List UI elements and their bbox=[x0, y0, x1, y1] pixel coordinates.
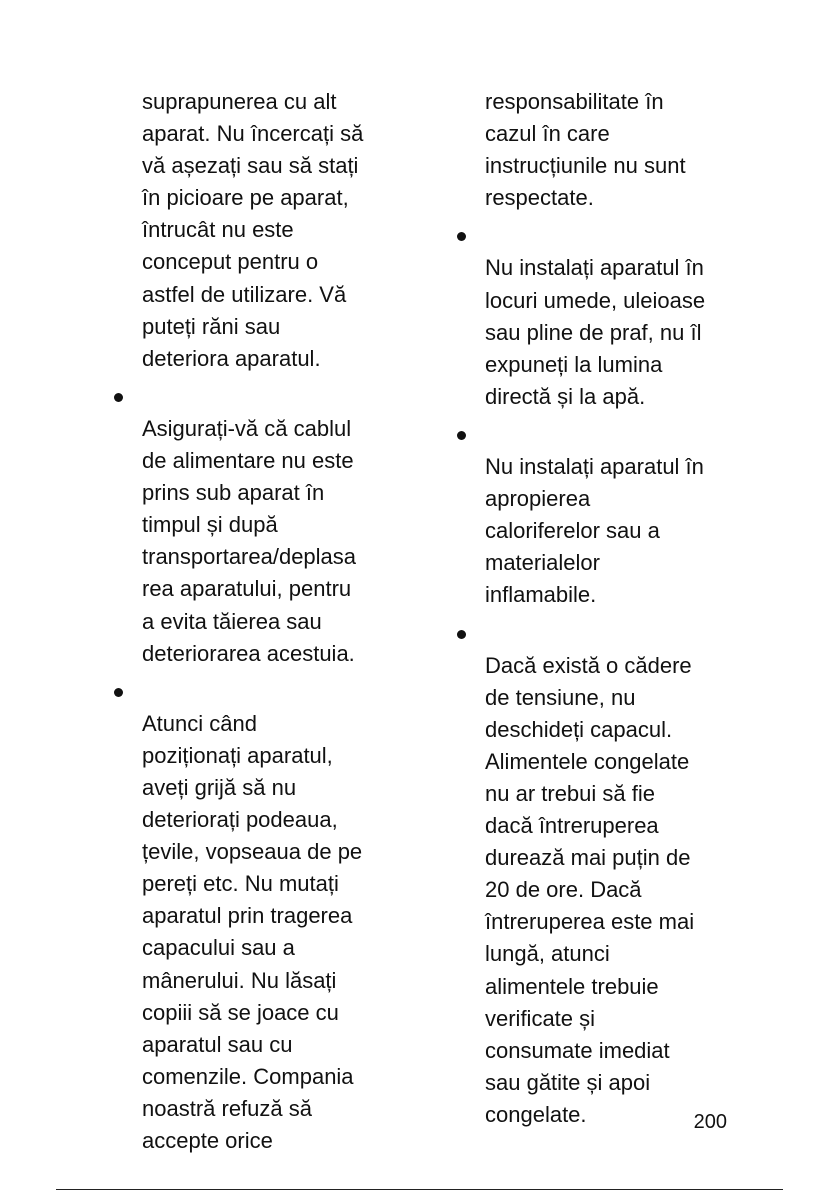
bullet-item-power-cable bbox=[112, 381, 412, 670]
bullet-item-radiators bbox=[455, 419, 755, 612]
bullet-text: Nu instalați aparatul în apropierea caloriferelor sau a materialelor inflamabile. bbox=[485, 454, 704, 608]
bullet-icon bbox=[457, 630, 466, 639]
bullet-text: Asigurați-vă că cablul de alimentare nu este prins sub aparat în timpul și după transportarea/deplasa rea aparatului, pentru a evita tăierea sau deteriorarea acestuia. bbox=[142, 415, 357, 666]
page-number: 200 bbox=[693, 1111, 727, 1133]
bullet-text: Nu instalați aparatul în locuri umede, uleioase sau pline de praf, nu îl expuneți la lumina directă și la apă. bbox=[485, 255, 706, 409]
paragraph-continued: suprapunerea cu alt aparat. Nu încercați să vă așezați sau să stați în picioare pe aparat, întrucât nu este conceput pentru o astfel de utilizare. Vă puteți răni sau deteriora aparatul. bbox=[142, 89, 364, 371]
bullet-item-power-outage bbox=[455, 618, 755, 1132]
bullet-text: Atunci când poziționați aparatul, aveți grijă să nu deteriorați podeaua, țevile, vopseaua de pe pereți etc. Nu mutați aparatul prin tragerea capacului sau a mânerului. Nu lăsați copiii să se joace cu aparatul sau cu comenzile. Compania noastră refuză să accepte orice bbox=[142, 710, 363, 1153]
bullet-item-positioning bbox=[112, 676, 412, 1157]
bullet-icon bbox=[457, 431, 466, 440]
right-column bbox=[455, 86, 755, 1131]
bullet-icon bbox=[457, 232, 466, 241]
bullet-item-humid-locations bbox=[455, 220, 755, 413]
bullet-text: Dacă există o cădere de tensiune, nu deschideți capacul. Alimentele congelate nu ar trebui să fie dacă întreruperea durează mai puțin de 20 de ore. Dacă întreruperea este mai lungă, atunci alimentele trebuie verificate și consumate imediat sau gătite și apoi congelate. bbox=[485, 652, 695, 1127]
bullet-icon bbox=[114, 393, 123, 402]
bullet-icon bbox=[114, 688, 123, 697]
paragraph-continued: responsabilitate în cazul în care instrucțiunile nu sunt respectate. bbox=[485, 89, 686, 211]
footer-divider bbox=[56, 1189, 783, 1190]
left-column bbox=[112, 86, 412, 1157]
